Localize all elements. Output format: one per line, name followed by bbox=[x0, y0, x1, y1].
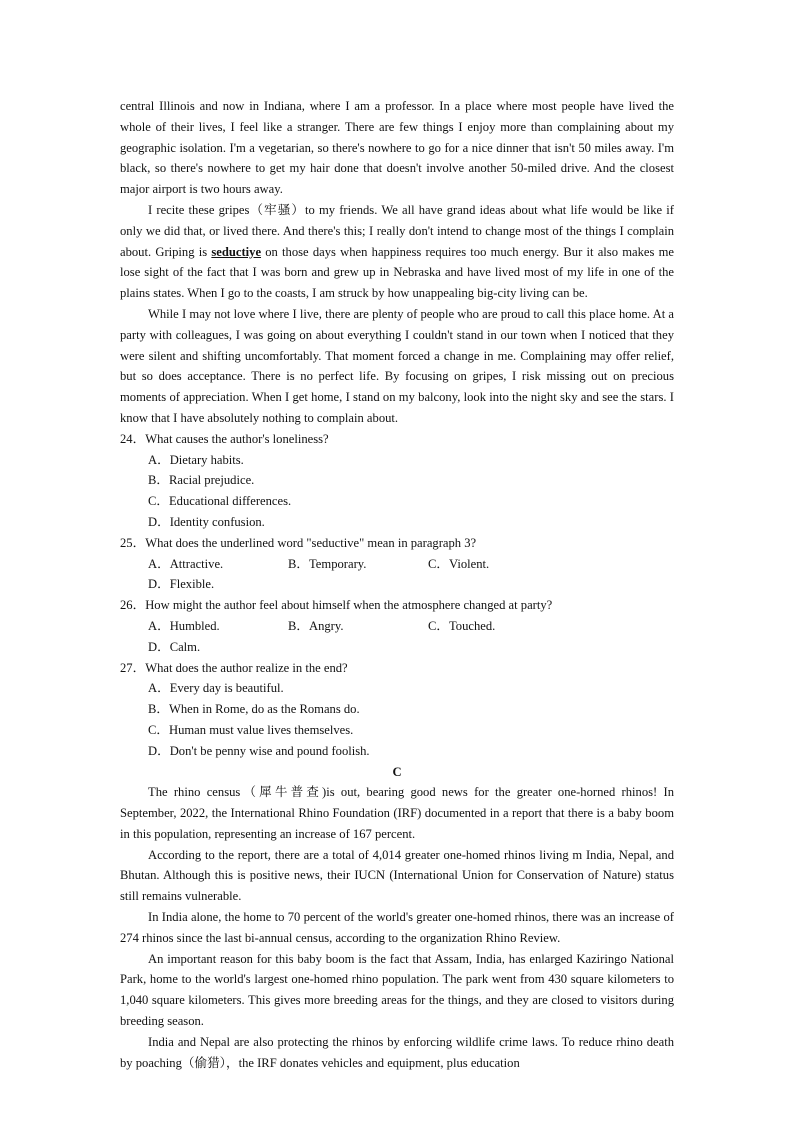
answer-option: B．When in Rome, do as the Romans do. bbox=[148, 702, 360, 717]
document-page bbox=[120, 96, 674, 1073]
passage-b-paragraph-1: central Illinois and now in Indiana, where I am a professor. In a place where most people have lived the whole of their lives, I feel like a stranger. There are few things I enjoy more than complaining about my geographic isolation. I'm a vegetarian, so there's nowhere to go for a nice dinner that isn't 50 miles away. I'm black, so there's nowhere to get my hair done that doesn't involve another 50-miled drive. And the closest major airport is two hours away. bbox=[120, 99, 674, 197]
question-stem: 27．What does the author realize in the end? bbox=[120, 660, 348, 675]
answer-option: A．Every day is beautiful. bbox=[148, 681, 284, 696]
question-options bbox=[120, 554, 674, 596]
answer-option: A．Humbled. bbox=[148, 618, 220, 633]
answer-option: C．Touched. bbox=[428, 618, 496, 633]
passage-b-paragraph-2: I recite these gripes（牢骚）to my friends. We all have grand ideas about what life would be like if only we did that, or lived there. And there's this; I really don't intend to change most of the things I complain about. Griping is seductiye on those days when happiness requires too much energy. Bur it also makes me lose sight of the fact that I was born and grew up in Nebraska and have lived most of my life in one of the plains states. When I go to the coasts, I am struck by how unappealing big-city living can be. bbox=[120, 202, 674, 301]
answer-option: D．Flexible. bbox=[148, 577, 215, 592]
question-list bbox=[120, 429, 674, 762]
section-c-paragraph: The rhino census（犀牛普查)is out, bearing good news for the greater one-horned rhinos! In September, 2022, the International Rhino Foundation (IRF) documented in a report that there is a baby boom in this population, representing an increase of 167 percent. bbox=[120, 785, 674, 841]
answer-option: A．Attractive. bbox=[148, 556, 224, 571]
answer-option: D．Identity confusion. bbox=[148, 514, 265, 529]
answer-option: C．Educational differences. bbox=[148, 494, 292, 509]
answer-option: C．Human must value lives themselves. bbox=[148, 722, 354, 737]
section-c-paragraph: According to the report, there are a total of 4,014 greater one-homed rhinos living m India, Nepal, and Bhutan. Although this is positive news, their IUCN (International Union for Conservation of Nature) status still remains vulnerable. bbox=[120, 847, 674, 904]
answer-option: A．Dietary habits. bbox=[148, 452, 244, 467]
underlined-word: seductiye bbox=[211, 244, 262, 259]
question-stem: 25．What does the underlined word "seductive" mean in paragraph 3? bbox=[120, 535, 477, 550]
section-c-body bbox=[120, 782, 674, 1073]
question-options bbox=[120, 450, 674, 533]
section-c-heading: C bbox=[392, 764, 402, 779]
question-options bbox=[120, 678, 674, 761]
section-c-paragraph: India and Nepal are also protecting the rhinos by enforcing wildlife crime laws. To reduce rhino death by poaching（偷猎），the IRF donates vehicles and equipment, plus education bbox=[120, 1034, 674, 1070]
answer-option: B．Racial prejudice. bbox=[148, 473, 255, 488]
answer-option: B．Temporary. bbox=[288, 556, 367, 571]
question-options bbox=[120, 616, 674, 658]
passage-b-paragraph-3: While I may not love where I live, there are plenty of people who are proud to call this place home. At a party with colleagues, I was going on about everything I couldn't stand in our town when I noticed that they were silent and shifting uncomfortably. That moment forced a change in me. Complaining may offer relief, but so does acceptance. There is no perfect life. By focusing on gripes, I risk missing out on precious moments of appreciation. When I get home, I stand on my balcony, look into the night sky and see the stars. I know that I have absolutely nothing to complain about. bbox=[120, 306, 674, 425]
question-stem: 26．How might the author feel about himself when the atmosphere changed at party? bbox=[120, 598, 553, 613]
section-c-paragraph: An important reason for this baby boom is the fact that Assam, India, has enlarged Kaziringo National Park, home to the world's largest one-homed rhino population. The park went from 430 square kilometers to 1,040 square kilometers. This gives more breeding areas for the things, and they are closed to visitors during breeding season. bbox=[120, 951, 674, 1029]
answer-option: D．Calm. bbox=[148, 639, 201, 654]
answer-option: C．Violent. bbox=[428, 556, 490, 571]
question-stem: 24．What causes the author's loneliness? bbox=[120, 431, 329, 446]
section-c-paragraph: In India alone, the home to 70 percent of the world's greater one-homed rhinos, there was an increase of 274 rhinos since the last bi-annual census, according to the organization Rhino Review. bbox=[120, 910, 674, 945]
answer-option: B．Angry. bbox=[288, 618, 344, 633]
answer-option: D．Don't be penny wise and pound foolish. bbox=[148, 743, 370, 758]
